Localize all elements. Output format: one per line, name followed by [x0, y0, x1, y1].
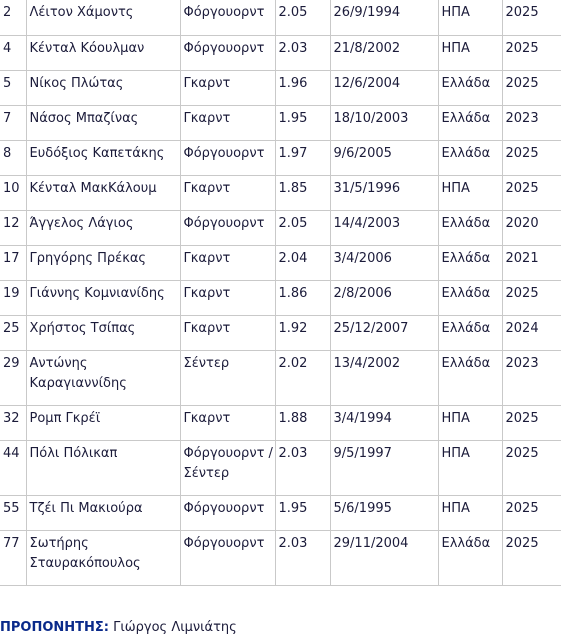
table-row [0, 35, 561, 70]
table-row [0, 175, 561, 210]
cell-num: 12 [0, 210, 26, 245]
cell-pos: Φόργουορντ [180, 210, 275, 245]
cell-until: 2025 [502, 175, 561, 210]
cell-num: 17 [0, 245, 26, 280]
cell-num: 7 [0, 105, 26, 140]
cell-nat: ΗΠΑ [438, 175, 502, 210]
cell-pos: Φόργουορντ [180, 495, 275, 530]
cell-until: 2021 [502, 245, 561, 280]
cell-num: 25 [0, 315, 26, 350]
cell-height: 1.96 [275, 70, 330, 105]
cell-pos: Φόργουορντ / Σέντερ [180, 440, 275, 495]
cell-name: Λέιτον Χάμοντς [26, 0, 180, 35]
cell-dob: 3/4/1994 [330, 405, 438, 440]
cell-dob: 2/8/2006 [330, 280, 438, 315]
cell-dob: 9/5/1997 [330, 440, 438, 495]
cell-until: 2025 [502, 280, 561, 315]
cell-height: 2.03 [275, 35, 330, 70]
cell-until: 2023 [502, 105, 561, 140]
cell-num: 5 [0, 70, 26, 105]
cell-pos: Φόργουορντ [180, 140, 275, 175]
cell-name: Αντώνης Καραγιαννίδης [26, 350, 180, 405]
table-row [0, 315, 561, 350]
cell-num: 44 [0, 440, 26, 495]
cell-dob: 21/8/2002 [330, 35, 438, 70]
cell-dob: 31/5/1996 [330, 175, 438, 210]
cell-until: 2023 [502, 350, 561, 405]
cell-until: 2025 [502, 35, 561, 70]
coach-line [0, 620, 237, 635]
cell-dob: 5/6/1995 [330, 495, 438, 530]
cell-nat: Ελλάδα [438, 530, 502, 585]
cell-nat: ΗΠΑ [438, 440, 502, 495]
cell-until: 2020 [502, 210, 561, 245]
cell-name: Πόλι Πόλικαπ [26, 440, 180, 495]
cell-num: 4 [0, 35, 26, 70]
cell-name: Τζέι Πι Μακιούρα [26, 495, 180, 530]
table-row [0, 440, 561, 495]
cell-height: 2.03 [275, 440, 330, 495]
cell-dob: 18/10/2003 [330, 105, 438, 140]
cell-name: Νάσος Μπαζίνας [26, 105, 180, 140]
cell-pos: Γκαρντ [180, 245, 275, 280]
cell-dob: 26/9/1994 [330, 0, 438, 35]
table-row [0, 105, 561, 140]
cell-pos: Γκαρντ [180, 105, 275, 140]
cell-num: 77 [0, 530, 26, 585]
cell-pos: Φόργουορντ [180, 0, 275, 35]
cell-height: 1.85 [275, 175, 330, 210]
cell-num: 10 [0, 175, 26, 210]
cell-pos: Γκαρντ [180, 70, 275, 105]
cell-pos: Γκαρντ [180, 405, 275, 440]
cell-nat: Ελλάδα [438, 315, 502, 350]
cell-height: 2.02 [275, 350, 330, 405]
cell-name: Ρομπ Γκρέϊ [26, 405, 180, 440]
cell-height: 1.95 [275, 105, 330, 140]
cell-name: Σωτήρης Σταυρακόπουλος [26, 530, 180, 585]
cell-nat: Ελλάδα [438, 70, 502, 105]
cell-num: 19 [0, 280, 26, 315]
cell-dob: 9/6/2005 [330, 140, 438, 175]
coach-label: ΠΡΟΠΟΝΗΤΗΣ: [0, 620, 109, 635]
cell-until: 2024 [502, 315, 561, 350]
cell-name: Κένταλ ΜακΚάλουμ [26, 175, 180, 210]
table-row [0, 495, 561, 530]
cell-num: 8 [0, 140, 26, 175]
cell-pos: Γκαρντ [180, 175, 275, 210]
cell-until: 2025 [502, 495, 561, 530]
cell-height: 1.86 [275, 280, 330, 315]
cell-nat: Ελλάδα [438, 210, 502, 245]
cell-pos: Γκαρντ [180, 315, 275, 350]
cell-until: 2025 [502, 70, 561, 105]
cell-until: 2025 [502, 405, 561, 440]
cell-nat: ΗΠΑ [438, 0, 502, 35]
table-row [0, 350, 561, 405]
cell-until: 2025 [502, 0, 561, 35]
cell-height: 1.97 [275, 140, 330, 175]
cell-nat: Ελλάδα [438, 105, 502, 140]
cell-height: 2.03 [275, 530, 330, 585]
cell-name: Ευδόξιος Καπετάκης [26, 140, 180, 175]
table-row [0, 280, 561, 315]
cell-num: 29 [0, 350, 26, 405]
cell-name: Γρηγόρης Πρέκας [26, 245, 180, 280]
cell-pos: Φόργουορντ [180, 530, 275, 585]
cell-name: Νίκος Πλώτας [26, 70, 180, 105]
cell-pos: Γκαρντ [180, 280, 275, 315]
cell-dob: 12/6/2004 [330, 70, 438, 105]
table-row [0, 210, 561, 245]
cell-height: 1.95 [275, 495, 330, 530]
cell-until: 2025 [502, 530, 561, 585]
cell-height: 2.05 [275, 0, 330, 35]
cell-num: 32 [0, 405, 26, 440]
cell-dob: 29/11/2004 [330, 530, 438, 585]
cell-pos: Φόργουορντ [180, 35, 275, 70]
cell-nat: ΗΠΑ [438, 35, 502, 70]
cell-num: 2 [0, 0, 26, 35]
cell-nat: Ελλάδα [438, 140, 502, 175]
cell-nat: Ελλάδα [438, 350, 502, 405]
cell-height: 1.88 [275, 405, 330, 440]
cell-name: Χρήστος Τσίπας [26, 315, 180, 350]
cell-until: 2025 [502, 140, 561, 175]
cell-until: 2025 [502, 440, 561, 495]
cell-height: 2.04 [275, 245, 330, 280]
table-row [0, 530, 561, 585]
cell-nat: Ελλάδα [438, 280, 502, 315]
cell-pos: Σέντερ [180, 350, 275, 405]
cell-num: 55 [0, 495, 26, 530]
cell-height: 1.92 [275, 315, 330, 350]
cell-dob: 3/4/2006 [330, 245, 438, 280]
cell-name: Γιάννης Κομνιανίδης [26, 280, 180, 315]
coach-name: Γιώργος Λιμνιάτης [113, 620, 237, 635]
cell-nat: ΗΠΑ [438, 405, 502, 440]
cell-name: Κένταλ Κόουλμαν [26, 35, 180, 70]
table-row [0, 140, 561, 175]
cell-dob: 25/12/2007 [330, 315, 438, 350]
table-row [0, 245, 561, 280]
cell-nat: ΗΠΑ [438, 495, 502, 530]
cell-nat: Ελλάδα [438, 245, 502, 280]
cell-dob: 14/4/2003 [330, 210, 438, 245]
cell-height: 2.05 [275, 210, 330, 245]
table-row [0, 0, 561, 35]
table-row [0, 70, 561, 105]
cell-dob: 13/4/2002 [330, 350, 438, 405]
table-row [0, 405, 561, 440]
cell-name: Άγγελος Λάγιος [26, 210, 180, 245]
